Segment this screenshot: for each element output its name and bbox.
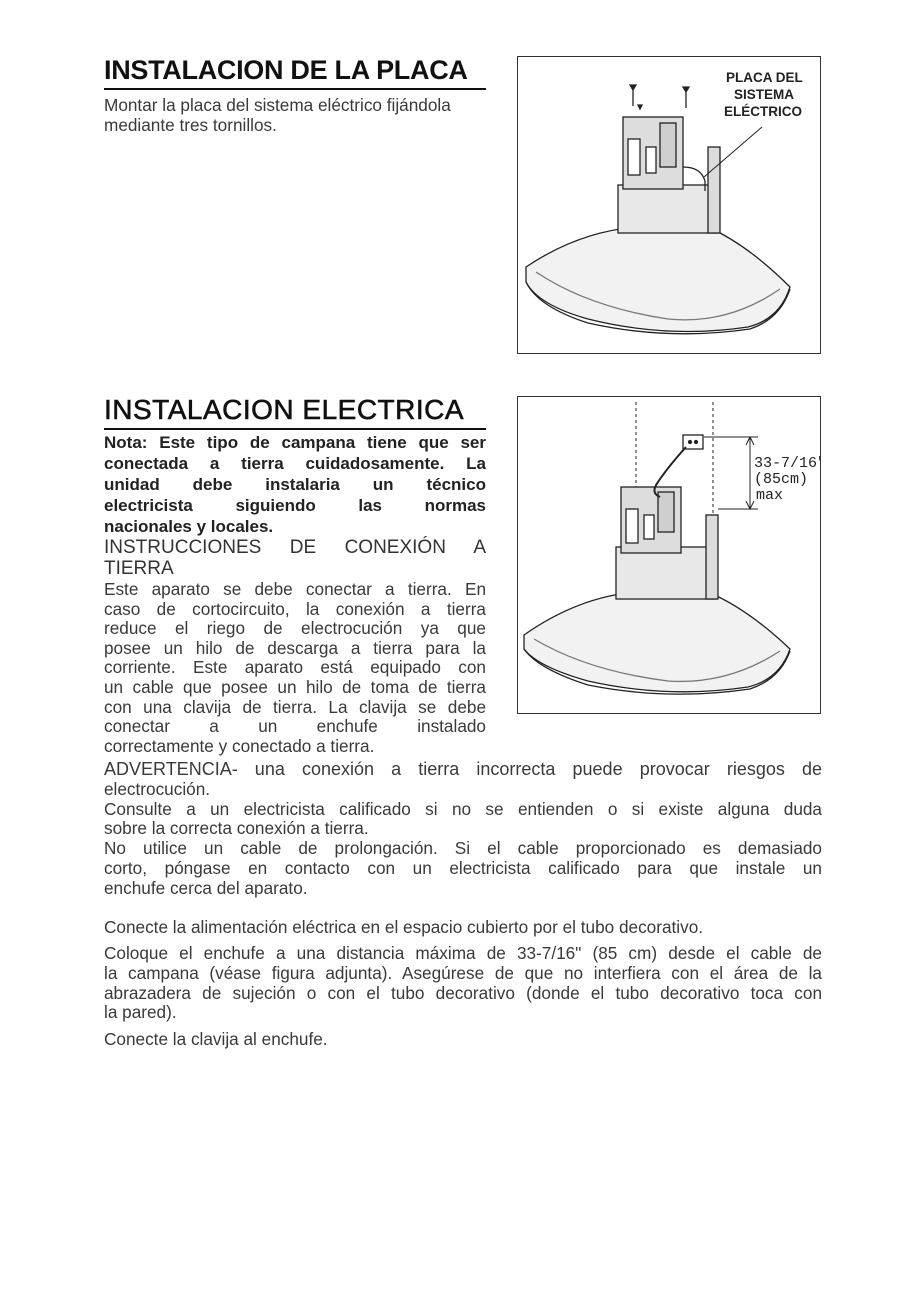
- text-line: Este aparato se debe conectar a tierra. En: [104, 579, 486, 599]
- text-line: la pared).: [104, 1002, 177, 1023]
- figure-socket-distance: [517, 396, 821, 714]
- text-line: correctamente y conectado a tierra.: [104, 735, 375, 756]
- section-title-placa: INSTALACION DE LA PLACA: [104, 55, 468, 85]
- text-line: No utilice un cable de prolongación. Si el cable proporcionado es demasiado: [104, 838, 822, 859]
- dimension-line: (85cm): [754, 471, 809, 488]
- title-underline: [104, 428, 486, 430]
- note-line: nacionales y locales.: [104, 517, 274, 536]
- title-underline: [104, 88, 486, 90]
- subhead-block: [104, 537, 486, 579]
- figure-electrical-plate: [517, 56, 821, 354]
- note-line: unidad debe instalaria un técnico: [104, 475, 486, 494]
- text-line: Consulte a un electricista calificado si no se entienden o si existe alguna duda: [104, 798, 822, 819]
- hood-socket-illustration: [518, 397, 820, 713]
- figure-label-line: ELÉCTRICO: [724, 104, 803, 119]
- figure-label-line: SISTEMA: [734, 87, 795, 102]
- text-line: conectar a un enchufe instalado: [104, 716, 486, 737]
- screw-icon: [683, 87, 689, 108]
- power-paragraph: Conecte la alimentación eléctrica en el espacio cubierto por el tubo decorativo.: [104, 917, 704, 937]
- text-line: Montar la placa del sistema eléctrico fijándola: [104, 95, 451, 115]
- note-line: conectada a tierra cuidadosamente. La: [104, 454, 486, 473]
- text-line: electrocución.: [104, 778, 211, 799]
- note-block: [104, 432, 486, 537]
- dimension-line: max: [756, 487, 784, 504]
- socket-icon: [683, 435, 703, 449]
- text-line: reduce el riego de electrocución ya que: [104, 618, 486, 639]
- chimney-base: [618, 185, 718, 233]
- note-line: Nota: Este tipo de campana tiene que ser: [104, 433, 486, 452]
- warning-paragraph: [104, 760, 822, 899]
- placa-text: [104, 96, 494, 136]
- hood-illustration: [518, 57, 820, 353]
- note-line: electricista siguiendo las normas: [104, 496, 486, 515]
- text-line: con una clavija de tierra. La clavija se debe: [104, 696, 486, 717]
- chimney-base: [616, 547, 716, 599]
- text-line: caso de cortocircuito, la conexión a tierra: [104, 598, 486, 619]
- text-line: mediante tres tornillos.: [104, 114, 277, 135]
- text-line: abrazadera de sujeción o con el tubo decorativo (donde el tubo decorativo toca con: [104, 982, 822, 1003]
- screw-icon: [630, 85, 636, 106]
- socket-paragraph: [104, 944, 822, 1023]
- plug-paragraph: Conecte la clavija al enchufe.: [104, 1029, 328, 1049]
- text-line: un cable que posee un hilo de toma de tierra: [104, 676, 486, 697]
- dimension-line: 33-7/16": [754, 455, 820, 472]
- subhead-line: TIERRA: [104, 558, 174, 579]
- text-line: enchufe cerca del aparato.: [104, 877, 308, 898]
- text-line: corriente. Este aparato está equipado con: [104, 657, 486, 678]
- text-line: sobre la correcta conexión a tierra.: [104, 818, 369, 839]
- section-title-electrica: INSTALACION ELECTRICA: [104, 394, 465, 425]
- text-line: ADVERTENCIA- una conexión a tierra incorrecta puede provocar riesgos de: [104, 759, 822, 779]
- text-line: Coloque el enchufe a una distancia máxima de 33-7/16" (85 cm) desde el cable de: [104, 943, 822, 963]
- hood-canopy: [526, 227, 790, 332]
- figure-label-line: PLACA DEL: [726, 70, 803, 85]
- text-line: posee un hilo de descarga a tierra para la: [104, 637, 486, 658]
- subhead-line: INSTRUCCIONES DE CONEXIÓN A: [104, 537, 486, 558]
- text-line: corto, póngase en contacto con un electricista calificado para que instale un: [104, 857, 822, 878]
- grounding-paragraph: [104, 580, 486, 756]
- text-line: la campana (véase figura adjunta). Asegúrese de que no interfiera con el área de la: [104, 962, 822, 983]
